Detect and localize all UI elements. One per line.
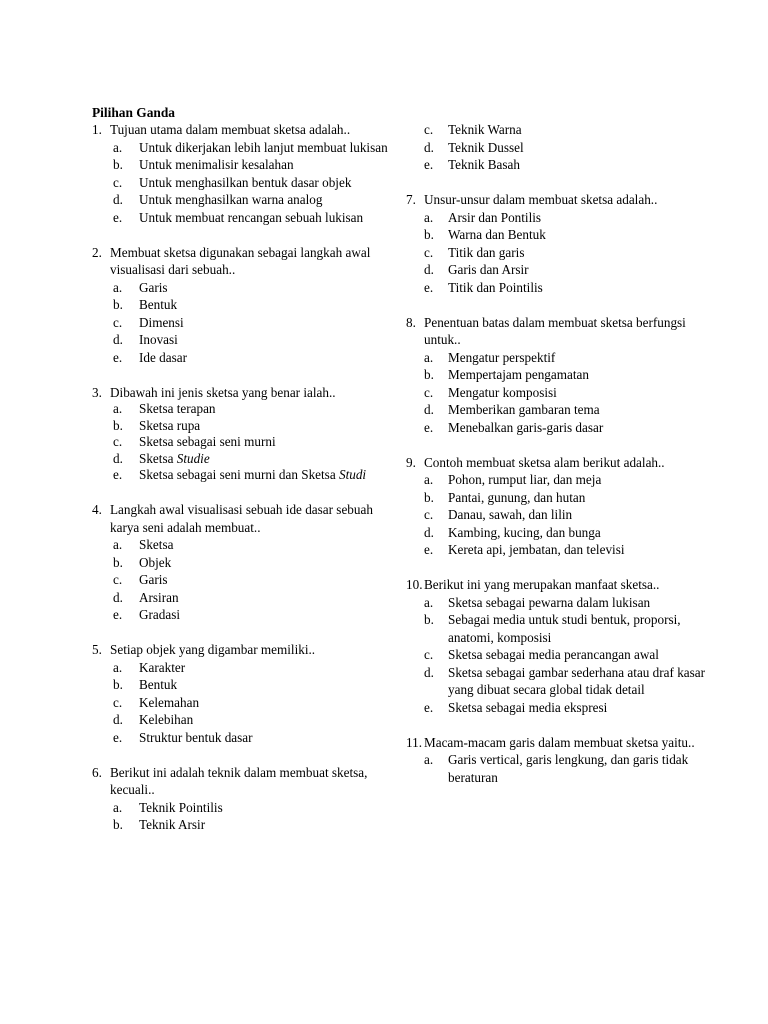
answer-option — [406, 611, 706, 646]
option-text: Teknik Arsir — [139, 817, 206, 832]
answer-option — [92, 659, 392, 677]
answer-option — [92, 331, 392, 349]
option-letter: a. — [424, 752, 434, 767]
option-letter: b. — [113, 677, 123, 692]
option-text: Inovasi — [139, 332, 178, 347]
question-number: 11. — [406, 734, 422, 750]
option-text: Kereta api, jembatan, dan televisi — [448, 542, 625, 557]
option-text: Sketsa sebagai seni murni dan Sketsa — [139, 467, 339, 482]
option-letter: c. — [424, 507, 434, 522]
question-stem: Dibawah ini jenis sketsa yang benar ialah.. — [110, 384, 336, 400]
answer-option — [406, 209, 706, 227]
answer-option — [92, 729, 392, 747]
option-letter: d. — [113, 712, 123, 727]
option-text: Arsiran — [139, 589, 179, 605]
option-text: Teknik Pointilis — [139, 799, 223, 815]
question-text — [406, 314, 706, 349]
question-text — [92, 384, 392, 402]
option-text: Untuk menimalisir kesalahan — [139, 157, 294, 172]
option-text: Arsir dan Pontilis — [448, 209, 542, 225]
question-number: 1. — [92, 122, 102, 137]
option-letter: a. — [424, 209, 434, 225]
option-letter: d. — [424, 524, 434, 540]
answer-option — [406, 139, 706, 157]
option-text: Untuk membuat rencangan sebuah lukisan — [139, 209, 364, 225]
question-item — [92, 501, 392, 624]
answer-option — [406, 226, 706, 244]
answer-option — [406, 751, 706, 786]
answer-option — [92, 467, 392, 484]
answer-option — [92, 451, 392, 468]
answer-option — [406, 594, 706, 612]
option-letter: a. — [424, 594, 434, 610]
question-text — [406, 734, 706, 752]
answer-option — [92, 571, 392, 589]
answer-option — [406, 699, 706, 717]
answer-option — [406, 401, 706, 419]
option-text: Sketsa sebagai seni murni — [139, 434, 276, 449]
question-item — [406, 454, 706, 559]
option-text: Garis — [139, 572, 168, 587]
option-text: Garis vertical, garis lengkung, dan garis tidak beraturan — [448, 752, 689, 785]
option-letter: b. — [424, 612, 434, 627]
option-text: Kambing, kucing, dan bunga — [448, 524, 601, 540]
question-item — [92, 384, 392, 484]
option-text: Memberikan gambaran tema — [448, 402, 600, 417]
option-letter: c. — [424, 244, 434, 260]
option-letter: b. — [113, 417, 123, 433]
answer-option — [92, 314, 392, 332]
option-letter: a. — [113, 279, 123, 295]
option-text: Sketsa sebagai gambar sederhana atau draf kasar yang dibuat secara global tidak detail — [448, 664, 706, 697]
option-text: Menebalkan garis-garis dasar — [448, 419, 604, 435]
option-letter: c. — [113, 314, 123, 330]
option-letter: e. — [424, 542, 434, 557]
option-letter: e. — [424, 279, 434, 295]
answer-option — [92, 799, 392, 817]
answer-option — [92, 434, 392, 451]
answer-option — [406, 244, 706, 262]
continued-options — [406, 121, 706, 174]
option-letter: b. — [424, 227, 434, 242]
answer-option — [92, 279, 392, 297]
option-text: Gradasi — [139, 607, 181, 622]
answer-option — [406, 664, 706, 699]
question-number: 6. — [92, 764, 102, 780]
option-letter: c. — [113, 174, 123, 190]
answer-option — [92, 156, 392, 174]
option-letter: d. — [424, 402, 434, 417]
option-letter: d. — [424, 664, 434, 680]
answer-option — [92, 554, 392, 572]
option-letter: e. — [113, 607, 123, 622]
option-text: Bentuk — [139, 677, 178, 692]
option-letter: c. — [113, 434, 123, 449]
option-text: Sketsa — [139, 537, 174, 552]
option-text: Untuk menghasilkan bentuk dasar objek — [139, 174, 352, 190]
answer-option — [406, 366, 706, 384]
question-text — [92, 121, 392, 139]
answer-option — [406, 489, 706, 507]
option-text: Kelebihan — [139, 712, 194, 727]
option-text: Karakter — [139, 659, 186, 675]
option-letter: d. — [424, 262, 434, 277]
option-text: Garis dan Arsir — [448, 262, 529, 277]
option-text: Titik dan Pointilis — [448, 279, 543, 295]
option-letter: c. — [113, 572, 123, 587]
option-text: Sebagai media untuk studi bentuk, proporsi, anatomi, komposisi — [448, 612, 681, 645]
option-letter: e. — [113, 209, 123, 225]
question-item — [406, 734, 706, 787]
option-letter: e. — [424, 419, 434, 435]
answer-option — [92, 209, 392, 227]
option-letter: d. — [113, 450, 123, 466]
question-stem: Setiap objek yang digambar memiliki.. — [110, 642, 316, 657]
option-letter: a. — [113, 139, 123, 155]
question-stem: Berikut ini adalah teknik dalam membuat sketsa, kecuali.. — [110, 764, 368, 797]
answer-option — [406, 419, 706, 437]
option-text: Teknik Dussel — [448, 139, 524, 155]
option-text: Pohon, rumput liar, dan meja — [448, 472, 602, 487]
option-letter: c. — [424, 647, 434, 662]
question-text — [92, 764, 392, 799]
question-stem: Penentuan batas dalam membuat sketsa berfungsi untuk.. — [424, 314, 686, 347]
question-stem: Tujuan utama dalam membuat sketsa adalah.. — [110, 122, 351, 137]
option-letter: c. — [424, 384, 434, 400]
question-stem: Macam-macam garis dalam membuat sketsa yaitu.. — [424, 734, 695, 750]
question-number: 7. — [406, 192, 416, 207]
option-letter: b. — [113, 157, 123, 172]
option-letter: a. — [113, 659, 123, 675]
question-stem: Contoh membuat sketsa alam berikut adalah.. — [424, 454, 665, 470]
option-text: Kelemahan — [139, 694, 200, 710]
option-letter: d. — [113, 589, 123, 605]
question-number: 10. — [406, 577, 423, 592]
question-item — [92, 121, 392, 226]
option-text: Garis — [139, 279, 168, 295]
answer-option — [406, 524, 706, 542]
question-text — [406, 191, 706, 209]
answer-option — [92, 349, 392, 367]
answer-option — [406, 541, 706, 559]
option-text: Mengatur perspektif — [448, 349, 556, 365]
option-letter: e. — [113, 729, 123, 745]
option-letter: b. — [113, 554, 123, 570]
answer-option — [92, 139, 392, 157]
option-text: Sketsa — [139, 450, 177, 466]
option-letter: e. — [424, 157, 434, 172]
option-text: Untuk dikerjakan lebih lanjut membuat lukisan — [139, 139, 388, 155]
option-text-italic: Studie — [176, 450, 210, 466]
option-text: Sketsa rupa — [139, 417, 201, 433]
option-text: Teknik Basah — [448, 157, 520, 172]
option-text: Sketsa sebagai media perancangan awal — [448, 647, 659, 662]
option-letter: a. — [113, 401, 123, 416]
question-text — [92, 501, 392, 536]
option-letter: e. — [113, 349, 123, 365]
answer-option — [92, 694, 392, 712]
question-stem: Berikut ini yang merupakan manfaat sketsa.. — [424, 577, 660, 592]
answer-option — [406, 646, 706, 664]
answer-option — [92, 606, 392, 624]
question-item — [406, 576, 706, 716]
question-item — [92, 244, 392, 367]
answer-option — [406, 156, 706, 174]
option-text: Danau, sawah, dan lilin — [448, 507, 573, 522]
option-letter: d. — [113, 332, 123, 347]
question-stem: Unsur-unsur dalam membuat sketsa adalah.. — [424, 192, 658, 207]
answer-option — [92, 174, 392, 192]
option-text: Bentuk — [139, 297, 178, 312]
question-number: 5. — [92, 642, 102, 657]
option-letter: a. — [424, 349, 434, 365]
answer-option — [406, 121, 706, 139]
option-letter: a. — [113, 537, 123, 552]
answer-option — [92, 418, 392, 435]
option-text: Titik dan garis — [448, 244, 525, 260]
question-text — [406, 576, 706, 594]
question-number: 9. — [406, 454, 416, 470]
right-column — [406, 121, 706, 804]
option-text: Struktur bentuk dasar — [139, 729, 253, 745]
answer-option — [406, 261, 706, 279]
option-text: Objek — [139, 554, 172, 570]
option-letter: c. — [424, 122, 434, 137]
option-letter: c. — [113, 694, 123, 710]
option-text: Untuk menghasilkan warna analog — [139, 192, 323, 207]
answer-option — [92, 536, 392, 554]
answer-option — [92, 401, 392, 418]
answer-option — [406, 279, 706, 297]
option-text: Pantai, gunung, dan hutan — [448, 489, 586, 505]
option-letter: d. — [424, 139, 434, 155]
option-letter: a. — [113, 799, 123, 815]
option-text: Ide dasar — [139, 349, 187, 365]
question-stem: Langkah awal visualisasi sebuah ide dasar sebuah karya seni adalah membuat.. — [110, 502, 373, 535]
option-text: Teknik Warna — [448, 122, 522, 137]
question-item — [406, 314, 706, 437]
question-number: 2. — [92, 244, 102, 260]
option-letter: b. — [113, 817, 123, 832]
option-text: Dimensi — [139, 314, 184, 330]
answer-option — [406, 506, 706, 524]
option-text: Sketsa sebagai pewarna dalam lukisan — [448, 594, 651, 610]
answer-option — [406, 384, 706, 402]
option-letter: e. — [113, 467, 123, 482]
question-item — [92, 764, 392, 834]
answer-option — [406, 471, 706, 489]
option-text: Warna dan Bentuk — [448, 227, 546, 242]
answer-option — [92, 296, 392, 314]
question-item — [406, 191, 706, 296]
option-letter: b. — [113, 297, 123, 312]
question-stem: Membuat sketsa digunakan sebagai langkah awal visualisasi dari sebuah.. — [110, 244, 371, 277]
left-column — [92, 121, 392, 851]
question-text — [406, 454, 706, 472]
answer-option — [92, 589, 392, 607]
option-letter: d. — [113, 192, 123, 207]
question-item — [92, 641, 392, 746]
question-number: 4. — [92, 502, 102, 517]
answer-option — [92, 676, 392, 694]
section-heading: Pilihan Ganda — [92, 105, 175, 120]
option-letter: e. — [424, 699, 434, 715]
option-text: Sketsa sebagai media ekspresi — [448, 699, 608, 715]
question-text — [92, 641, 392, 659]
option-letter: b. — [424, 489, 434, 505]
question-text — [92, 244, 392, 279]
answer-option — [92, 191, 392, 209]
question-number: 8. — [406, 314, 416, 330]
question-number: 3. — [92, 384, 102, 400]
answer-option — [92, 816, 392, 834]
answer-option — [406, 349, 706, 367]
option-text-italic: Studi — [338, 467, 367, 482]
option-letter: a. — [424, 472, 434, 487]
option-text: Sketsa terapan — [139, 401, 216, 416]
answer-option — [92, 711, 392, 729]
option-letter: b. — [424, 367, 434, 382]
option-text: Mempertajam pengamatan — [448, 367, 589, 382]
option-text: Mengatur komposisi — [448, 384, 557, 400]
